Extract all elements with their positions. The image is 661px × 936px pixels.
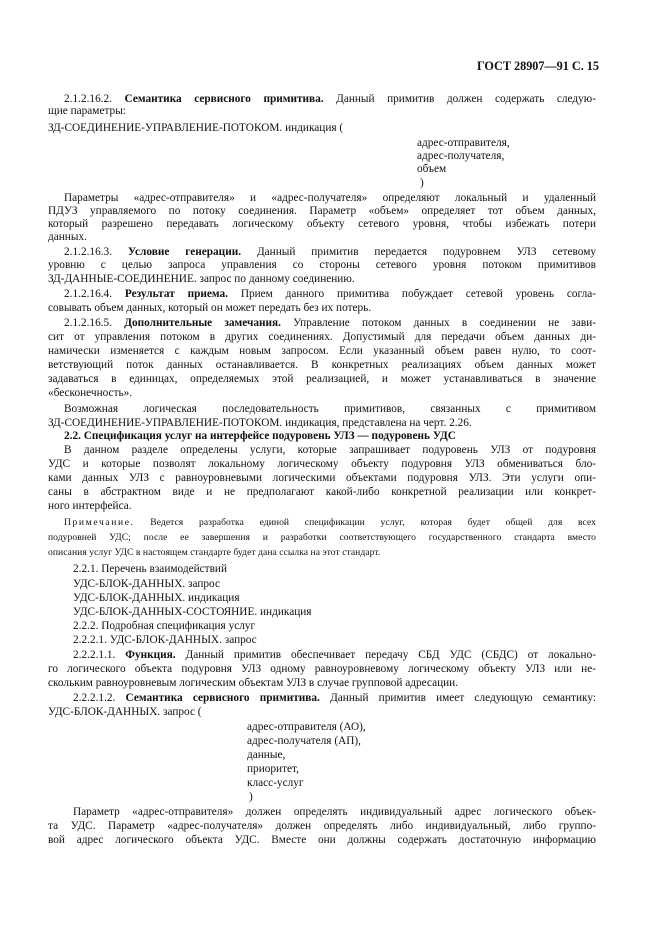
note-line: подуровней УДС; после ее завершения и разработки соответствующего государственного стандарта вместо — [48, 532, 596, 543]
list-item: 2.2.1. Перечень взаимодействий — [73, 563, 228, 575]
para-result-line: совывать объем данных, который он может передать без их потерь. — [48, 302, 372, 314]
para-intro-line: ками данных УЛЗ с равноуровневыми логическими объектами подуровня УЛЗ. Эти услуги опи- — [48, 472, 596, 484]
note-line: описания услуг УДС в настоящем стандарте будет дана ссылка на этот стандарт. — [48, 547, 381, 558]
list-item: 2.2.2.1. УДС-БЛОК-ДАННЫХ. запрос — [73, 634, 257, 646]
param-close: ) — [249, 791, 253, 803]
para-semantics-line-1: 2.1.2.16.2. Семантика сервисного примитива. Данный примитив должен содержать следую- — [64, 93, 596, 105]
param-item: объем — [417, 163, 447, 175]
para-generation-line: ЗД-ДАННЫЕ-СОЕДИНЕНИЕ. запрос по данному соединению. — [48, 273, 355, 285]
para-params-line: ПДУЗ управляемого по потоку соединения. Параметр «объем» определяет тот объем данных, — [48, 205, 596, 217]
param-item: класс-услуг — [247, 777, 304, 789]
para-generation-line: 2.1.2.16.3. Условие генерации. Данный примитив передается подуровнем УЛЗ сетевому — [64, 246, 596, 258]
para-params-line: который разрешено передавать логическому объекту сетевого уровня, чтобы избежать потери — [48, 218, 596, 230]
para-address-line: вой адрес логического объекта УДС. Вместе они должны содержать достаточную информацию — [48, 834, 596, 846]
param-item: адрес-получателя (АП), — [247, 735, 361, 747]
para-intro-line: саны в абстрактном виде и не предполагают какой-либо конкретной реализации или конкрет- — [48, 486, 596, 498]
para-function-line: 2.2.2.1.1. Функция. Данный примитив обеспечивает передачу СБД УДС (СБДС) от локально- — [73, 649, 596, 661]
list-item: УДС-БЛОК-ДАННЫХ. запрос — [73, 578, 220, 590]
section-heading: 2.2. Спецификация услуг на интерфейсе подуровень УЛЗ — подуровень УДС — [64, 430, 456, 442]
param-item: данные, — [247, 749, 286, 761]
para-remarks-line: сит от управления потоком в других соединениях. Допустимый для передачи объем данных ди- — [48, 331, 596, 343]
para-semantics2-line: 2.2.2.1.2. Семантика сервисного примитива. Данный примитив имеет следующую семантику: — [73, 692, 596, 704]
para-intro-line: ного интерфейса. — [48, 500, 132, 512]
para-intro-line: УДС и которые позволят локальному логическому объекту подуровня УЛЗ обмениваться бло- — [48, 458, 596, 470]
para-address-line: та УДС. Параметр «адрес-получателя» должен определять либо индивидуальный, либо группо- — [48, 820, 596, 832]
param-close: ) — [420, 177, 424, 189]
para-remarks-line: 2.1.2.16.5. Дополнительные замечания. Управление потоком данных в соединении не зави- — [64, 317, 597, 329]
para-result-line: 2.1.2.16.4. Результат приема. Прием данного примитива побуждает сетевой уровень согла- — [64, 288, 597, 300]
para-semantics-line-2: щие параметры: — [48, 105, 126, 117]
para-remarks-line: «бесконечность». — [48, 387, 133, 399]
para-remarks-line: задаваться в единицах, определяемых этой реализацией, и может устанавливаться в значение — [48, 373, 596, 385]
para-function-line: го логического объекта подуровня УЛЗ одному равноуровневому логическому объекту УЛЗ или не- — [48, 663, 596, 675]
param-item: приоритет, — [247, 763, 299, 775]
para-generation-line: уровню с целью запроса управления со стороны сетевого уровня потоком примитивов — [48, 259, 596, 271]
list-item: 2.2.2. Подробная спецификация услуг — [73, 620, 256, 632]
list-item: УДС-БЛОК-ДАННЫХ. индикация — [73, 592, 240, 604]
list-item: УДС-БЛОК-ДАННЫХ-СОСТОЯНИЕ. индикация — [73, 606, 312, 618]
page-header: ГОСТ 28907—91 С. 15 — [476, 59, 599, 73]
note-line: Примечание. Ведется разработка единой спецификации услуг, которая будет общей для всех — [64, 517, 596, 528]
para-params-line: Параметры «адрес-отправителя» и «адрес-получателя» определяют локальный и удаленный — [64, 192, 596, 204]
para-remarks-line: ветствующий поток данных останавливается. В конкретных реализациях объем данных может — [48, 359, 596, 371]
primitive-signature: ЗД-СОЕДИНЕНИЕ-УПРАВЛЕНИЕ-ПОТОКОМ. индикация ( — [48, 122, 344, 134]
para-address-line: Параметр «адрес-отправителя» должен определять индивидуальный адрес логического объек- — [73, 806, 596, 818]
para-intro-line: В данном разделе определены услуги, которые запрашивает подуровень УЛЗ от подуровня — [64, 444, 596, 456]
param-item: адрес-отправителя (АО), — [247, 721, 366, 733]
para-params-line: данных. — [48, 231, 87, 243]
param-item: адрес-получателя, — [417, 150, 505, 162]
para-function-line: скольким равноуровневым логическим объектам УЛЗ в случае групповой адресации. — [48, 677, 459, 689]
para-remarks-line: намически изменяется с каждым новым запросом. Если указанный объем равен нулю, то соот- — [48, 345, 596, 357]
primitive-signature: УДС-БЛОК-ДАННЫХ. запрос ( — [48, 706, 202, 718]
para-sequence-line: Возможная логическая последовательность примитивов, связанных с примитивом — [64, 403, 596, 415]
param-item: адрес-отправителя, — [417, 137, 510, 149]
para-sequence-line: ЗД-СОЕДИНЕНИЕ-УПРАВЛЕНИЕ-ПОТОКОМ. индикация, представлена на черт. 2.26. — [48, 417, 472, 429]
